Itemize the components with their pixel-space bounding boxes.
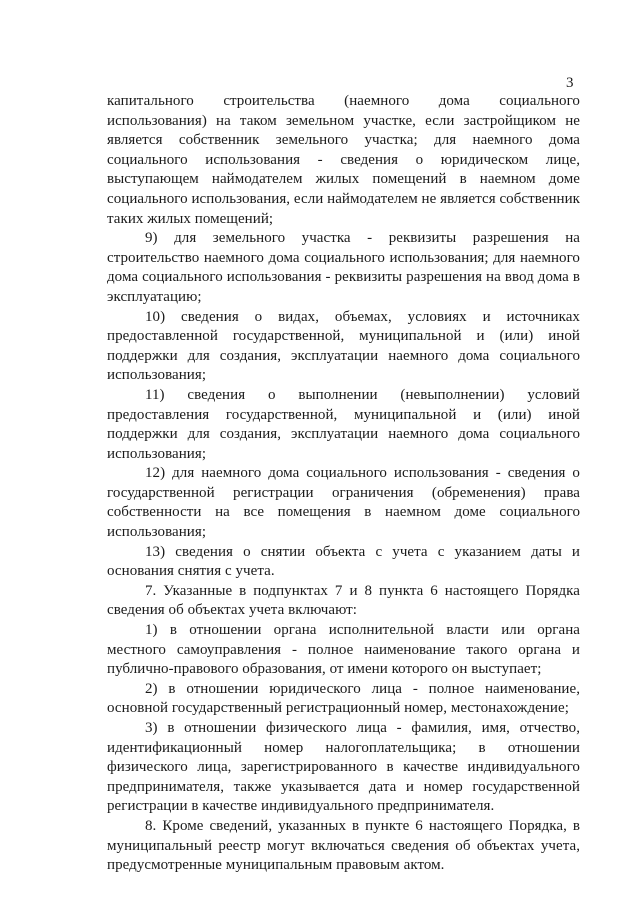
paragraph-section-8: 8. Кроме сведений, указанных в пункте 6 настоящего Порядка, в муниципальный реестр могут включаться сведения об объектах учета, предусмотренные муниципальным правовым актом. <box>107 817 580 874</box>
paragraph-continuation: капитального строительства (наемного дома социального использования) на таком земельном участке, если застройщиком не является собственник земельного участка; для наемного дома социального использования - сведения о юридическом лице, выступающем наймодателем жилых помещений в наемном доме социального использования, если наймодателем не является собственник таких жилых помещений; <box>107 93 581 227</box>
paragraph-item-9: 9) для земельного участка - реквизиты разрешения на строительство наемного дома социального использования; для наемного дома социального использования - реквизиты разрешения на ввод дома в эксплуатацию; <box>107 230 580 305</box>
paragraph-item-13: 13) сведения о снятии объекта с учета с указанием даты и основания снятия с учета. <box>107 543 580 580</box>
paragraph-item-12: 12) для наемного дома социального использования - сведения о государственной регистрации ограничения (обременения) права собственности на все помещения в наемном доме социального использования; <box>107 465 580 541</box>
paragraph-section-7-item-1: 1) в отношении органа исполнительной власти или органа местного самоуправления - полное наименование такого органа и публично-правового образования, от имени которого он выступает; <box>107 622 580 678</box>
paragraph-section-7: 7. Указанные в подпунктах 7 и 8 пункта 6 настоящего Порядка сведения об объектах учета включают: <box>107 582 580 619</box>
page-number: 3 <box>566 75 574 91</box>
paragraph-section-7-item-3: 3) в отношении физического лица - фамилия, имя, отчество, идентификационный номер налогоплательщика; в отношении физического лица, зарегистрированного в качестве индивидуального предпринимателя, также указывается дата и номер государственной регистрации в качестве индивидуального предпринимателя. <box>107 720 580 815</box>
document-body <box>107 92 580 876</box>
paragraph-item-11: 11) сведения о выполнении (невыполнении) условий предоставления государственной, муниципальной и (или) иной поддержки для создания, эксплуатации наемного дома социального использования; <box>107 386 580 462</box>
paragraph-section-7-item-2: 2) в отношении юридического лица - полное наименование, основной государственный регистрационный номер, местонахождение; <box>107 680 580 717</box>
paragraph-item-10: 10) сведения о видах, объемах, условиях и источниках предоставленной государственной, муниципальной и (или) иной поддержки для создания, эксплуатации наемного дома социального использования; <box>107 308 580 384</box>
